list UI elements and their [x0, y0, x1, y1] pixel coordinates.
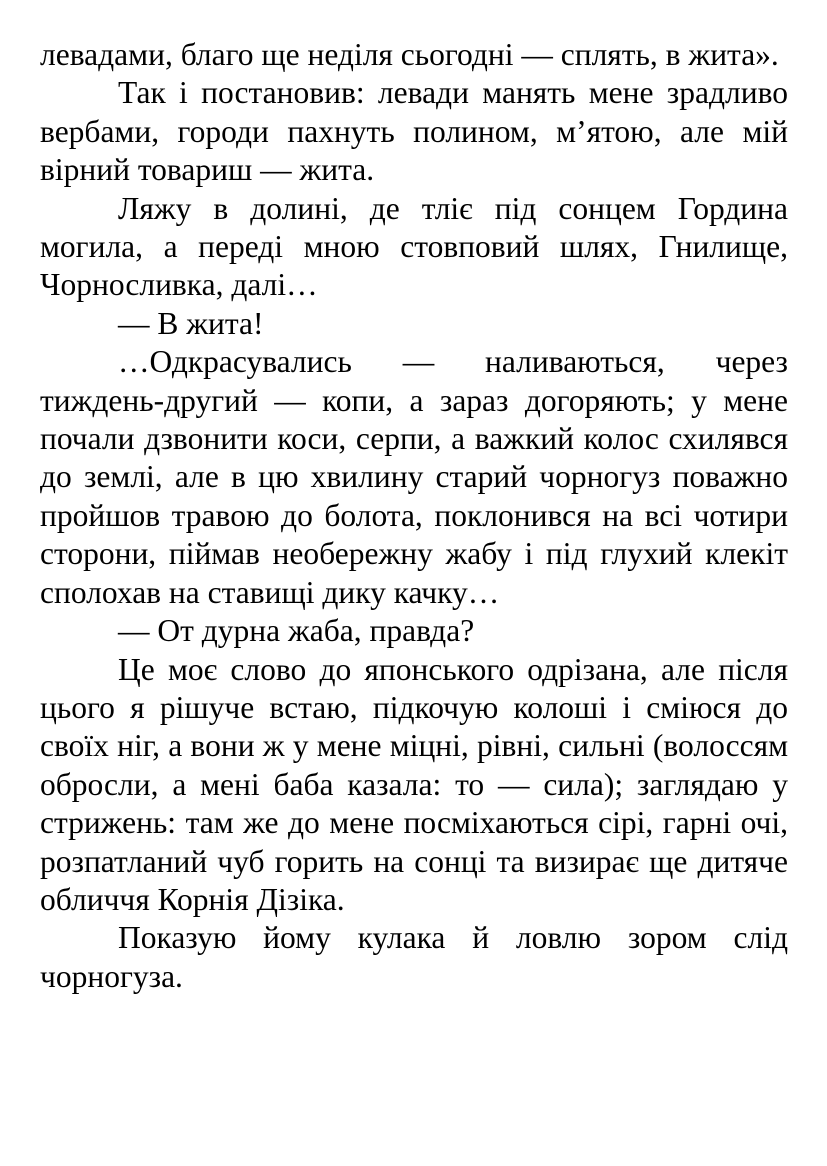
paragraph: Показую йому кулака й ловлю зором слід чорногуза. [40, 920, 788, 994]
paragraph: Це моє слово до японського одрізана, але після цього я рішуче встаю, підкочую колоші і сміюся до своїх ніг, а вони ж у мене міцні, рівні, сильні (волоссям обросли, а мені баба казала: то — сила); заглядаю у стрижень: там же до мене посміхаються сірі, гарні очі, розпатланий чуб горить на сонці та визирає ще дитяче обличчя Корнія Дізіка. [40, 651, 788, 917]
paragraph: …Одкрасувались — наливаються, через тиждень-другий — копи, а зараз догоряють; у мене почали дзвонити коси, серпи, а важкий колос схилявся до землі, але в цю хвилину старий чорногуз поважно пройшов травою до болота, поклонився на всі чотири сторони, піймав необережну жабу і під глухий клекіт сполохав на ставищі дику качку… [40, 344, 788, 610]
paragraph: Так і постановив: левади манять мене зрадливо вербами, городи пахнуть полином, м’ятою, але мій вірний товариш — жита. [40, 75, 788, 188]
dialogue-line: — В жита! [118, 305, 264, 341]
dialogue-line: — От дурна жаба, правда? [118, 613, 475, 649]
document-page [40, 36, 788, 996]
paragraph: Ляжу в долині, де тліє під сонцем Гордина могила, а переді мною стовповий шлях, Гнилище, Чорносливка, далі… [40, 190, 788, 303]
paragraph: левадами, благо ще неділя сьогодні — сплять, в жита». [40, 37, 779, 72]
